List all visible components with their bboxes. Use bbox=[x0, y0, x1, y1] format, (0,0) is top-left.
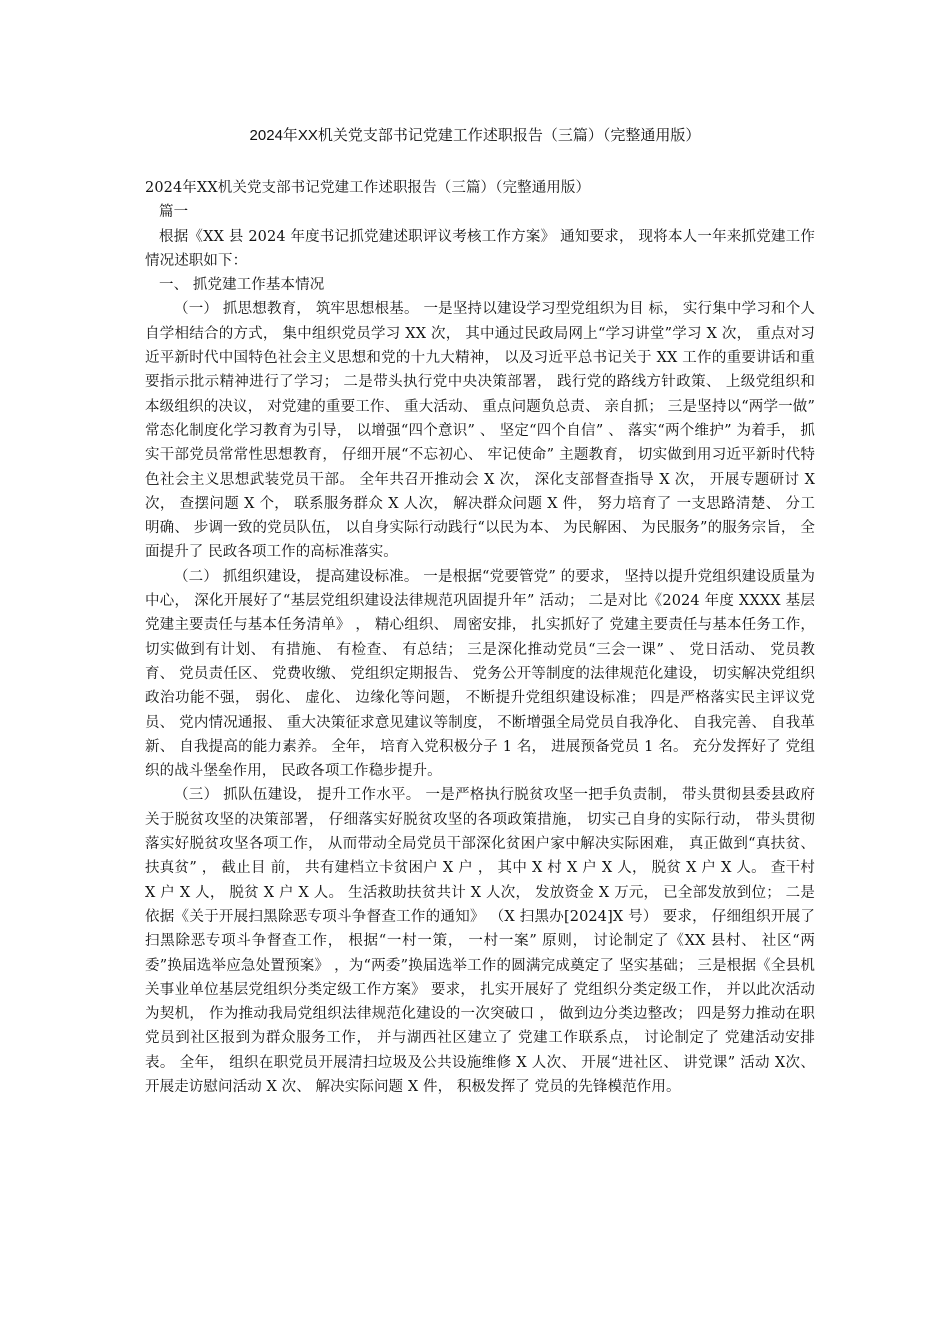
document-body bbox=[145, 176, 815, 1099]
paragraph-ideology: （一） 抓思想教育， 筑牢思想根基。 一是坚持以建设学习型党组织为目 标， 实行集中学习和个人自学相结合的方式， 集中组织党员学习 XX 次， 其中通过民政局网上“学习讲堂”学习 X 次， 重点对习 近平新时代中国特色社会主义思想和党的十九大精神， 以及习近平总书记关于 XX 工作的重要讲话和重要指示批示精神进行了学习； 二是带头执行党中央决策部署， 践行党的路线方针政策、 上级党组织和本级组织的决议， 对党建的重要工作、 重大活动、 重点问题负总责、 亲自抓； 三是坚持以“两学一做” 常态化制度化学习教育为引导， 以增强“四个意识” 、 坚定“四个自信” 、 落实“两个维护” 为着手， 抓实干部党员常常性思想教育， 仔细开展“不忘初心、 牢记使命” 主题教育， 切实做到用习近平新时代特色社会主义思想武装党员干部。 全年共召开推动会 X 次， 深化支部督查指导 X 次， 开展专题研讨 X 次， 查摆问题 X 个， 联系服务群众 X 人次， 解决群众问题 X 件， 努力培育了 一支思路清楚、 分工明确、 步调一致的党员队伍， 以自身实际行动践行“以民为本、 为民解困、 为民服务”的服务宗旨， 全面提升了 民政各项工作的高标准落实。 bbox=[145, 301, 815, 561]
paragraph-organization: （二） 抓组织建设， 提高建设标准。 一是根据“党要管党” 的要求， 坚持以提升党组织建设质量为中心， 深化开展好了“基层党组织建设法律规范巩固提升年” 活动； 二是对比《2024 年度 XXXX 基层党建主要责任与基本任务清单》 ， 精心组织、 周密安排， 扎实抓好了 党建主要责任与基本任务工作， 切实做到有计划、 有措施、 有检查、 有总结； 三是深化推动党员“三会一课” 、 党日活动、 党员教育、 党员责任区、 党费收缴、 党组织定期报告、 党务公开等制度的法律规范化建设， 切实解决党组织政治功能不强， 弱化、 虚化、 边缘化等问题， 不断提升党组织建设标准； 四是严格落实民主评议党员、 党内情况通报、 重大决策征求意见建议等制度， 不断增强全局党员自我净化、 自我完善、 自我革新、 自我提高的能力素养。 全年， 培育入党积极分子 1 名， 进展预备党员 1 名。 充分发挥好了 党组织的战斗堡垒作用， 民政各项工作稳步提升。 bbox=[145, 568, 815, 780]
paragraph-team: （三） 抓队伍建设， 提升工作水平。 一是严格执行脱贫攻坚一把手负责制， 带头贯彻县委县政府关于脱贫攻坚的决策部署， 仔细落实好脱贫攻坚的各项政策措施， 切实己自身的实际行动， 带头贯彻落实好脱贫攻坚各项工作， 从而带动全局党员干部深化贫困户家中解决实际困难， 真正做到“真扶贫、 扶真贫” ， 截止目 前， 共有建档立卡贫困户 X 户 ， 其中 X 村 X 户 X 人， 脱贫 X 户 X 人。 查干村 X 户 X 人， 脱贫 X 户 X 人。 生活救助扶贫共计 X 人次， 发放资金 X 万元， 已全部发放到位； 二是依据《关于开展扫黑除恶专项斗争督查工作的通知》 （X 扫黑办[2024]X 号） 要求， 仔细组织开展了 扫黑除恶专项斗争督查工作， 根据“一村一策， 一村一案” 原则， 讨论制定了《XX 县村、 社区“两委”换届选举应急处置预案》 ，为“两委”换届选举工作的圆满完成奠定了 坚实基础； 三是根据《全县机关事业单位基层党组织分类定级工作方案》 要求， 扎实开展好了 党组织分类定级工作， 并以此次活动为契机， 作为推动我局党组织法律规范化建设的一次突破口 ， 做到边分类边整改； 四是努力推动在职党员到社区报到为群众服务工作， 并与湖西社区建立了 党建工作联系点， 讨论制定了 党建活动安排表。 全年， 组织在职党员开展清扫垃圾及公共设施维修 X 人次、 开展“进社区、 讲党课” 活动 X次、 开展走访慰问活动 X 次、 解决实际问题 X 件， 积极发挥了 党员的先锋模范作用。 bbox=[145, 787, 815, 1095]
document-title: 2024年XX机关党支部书记党建工作述职报告（三篇）（完整通用版） bbox=[249, 127, 701, 144]
part-label: 篇一 bbox=[159, 204, 189, 221]
intro-paragraph: 根据《XX 县 2024 年度书记抓党建述职评议考核工作方案》 通知要求， 现将本人一年来抓党建工作情况述职如下： bbox=[145, 228, 815, 269]
document-subtitle: 2024年XX机关党支部书记党建工作述职报告（三篇）（完整通用版） bbox=[145, 180, 591, 196]
section-heading: 一、 抓党建工作基本情况 bbox=[159, 277, 325, 294]
